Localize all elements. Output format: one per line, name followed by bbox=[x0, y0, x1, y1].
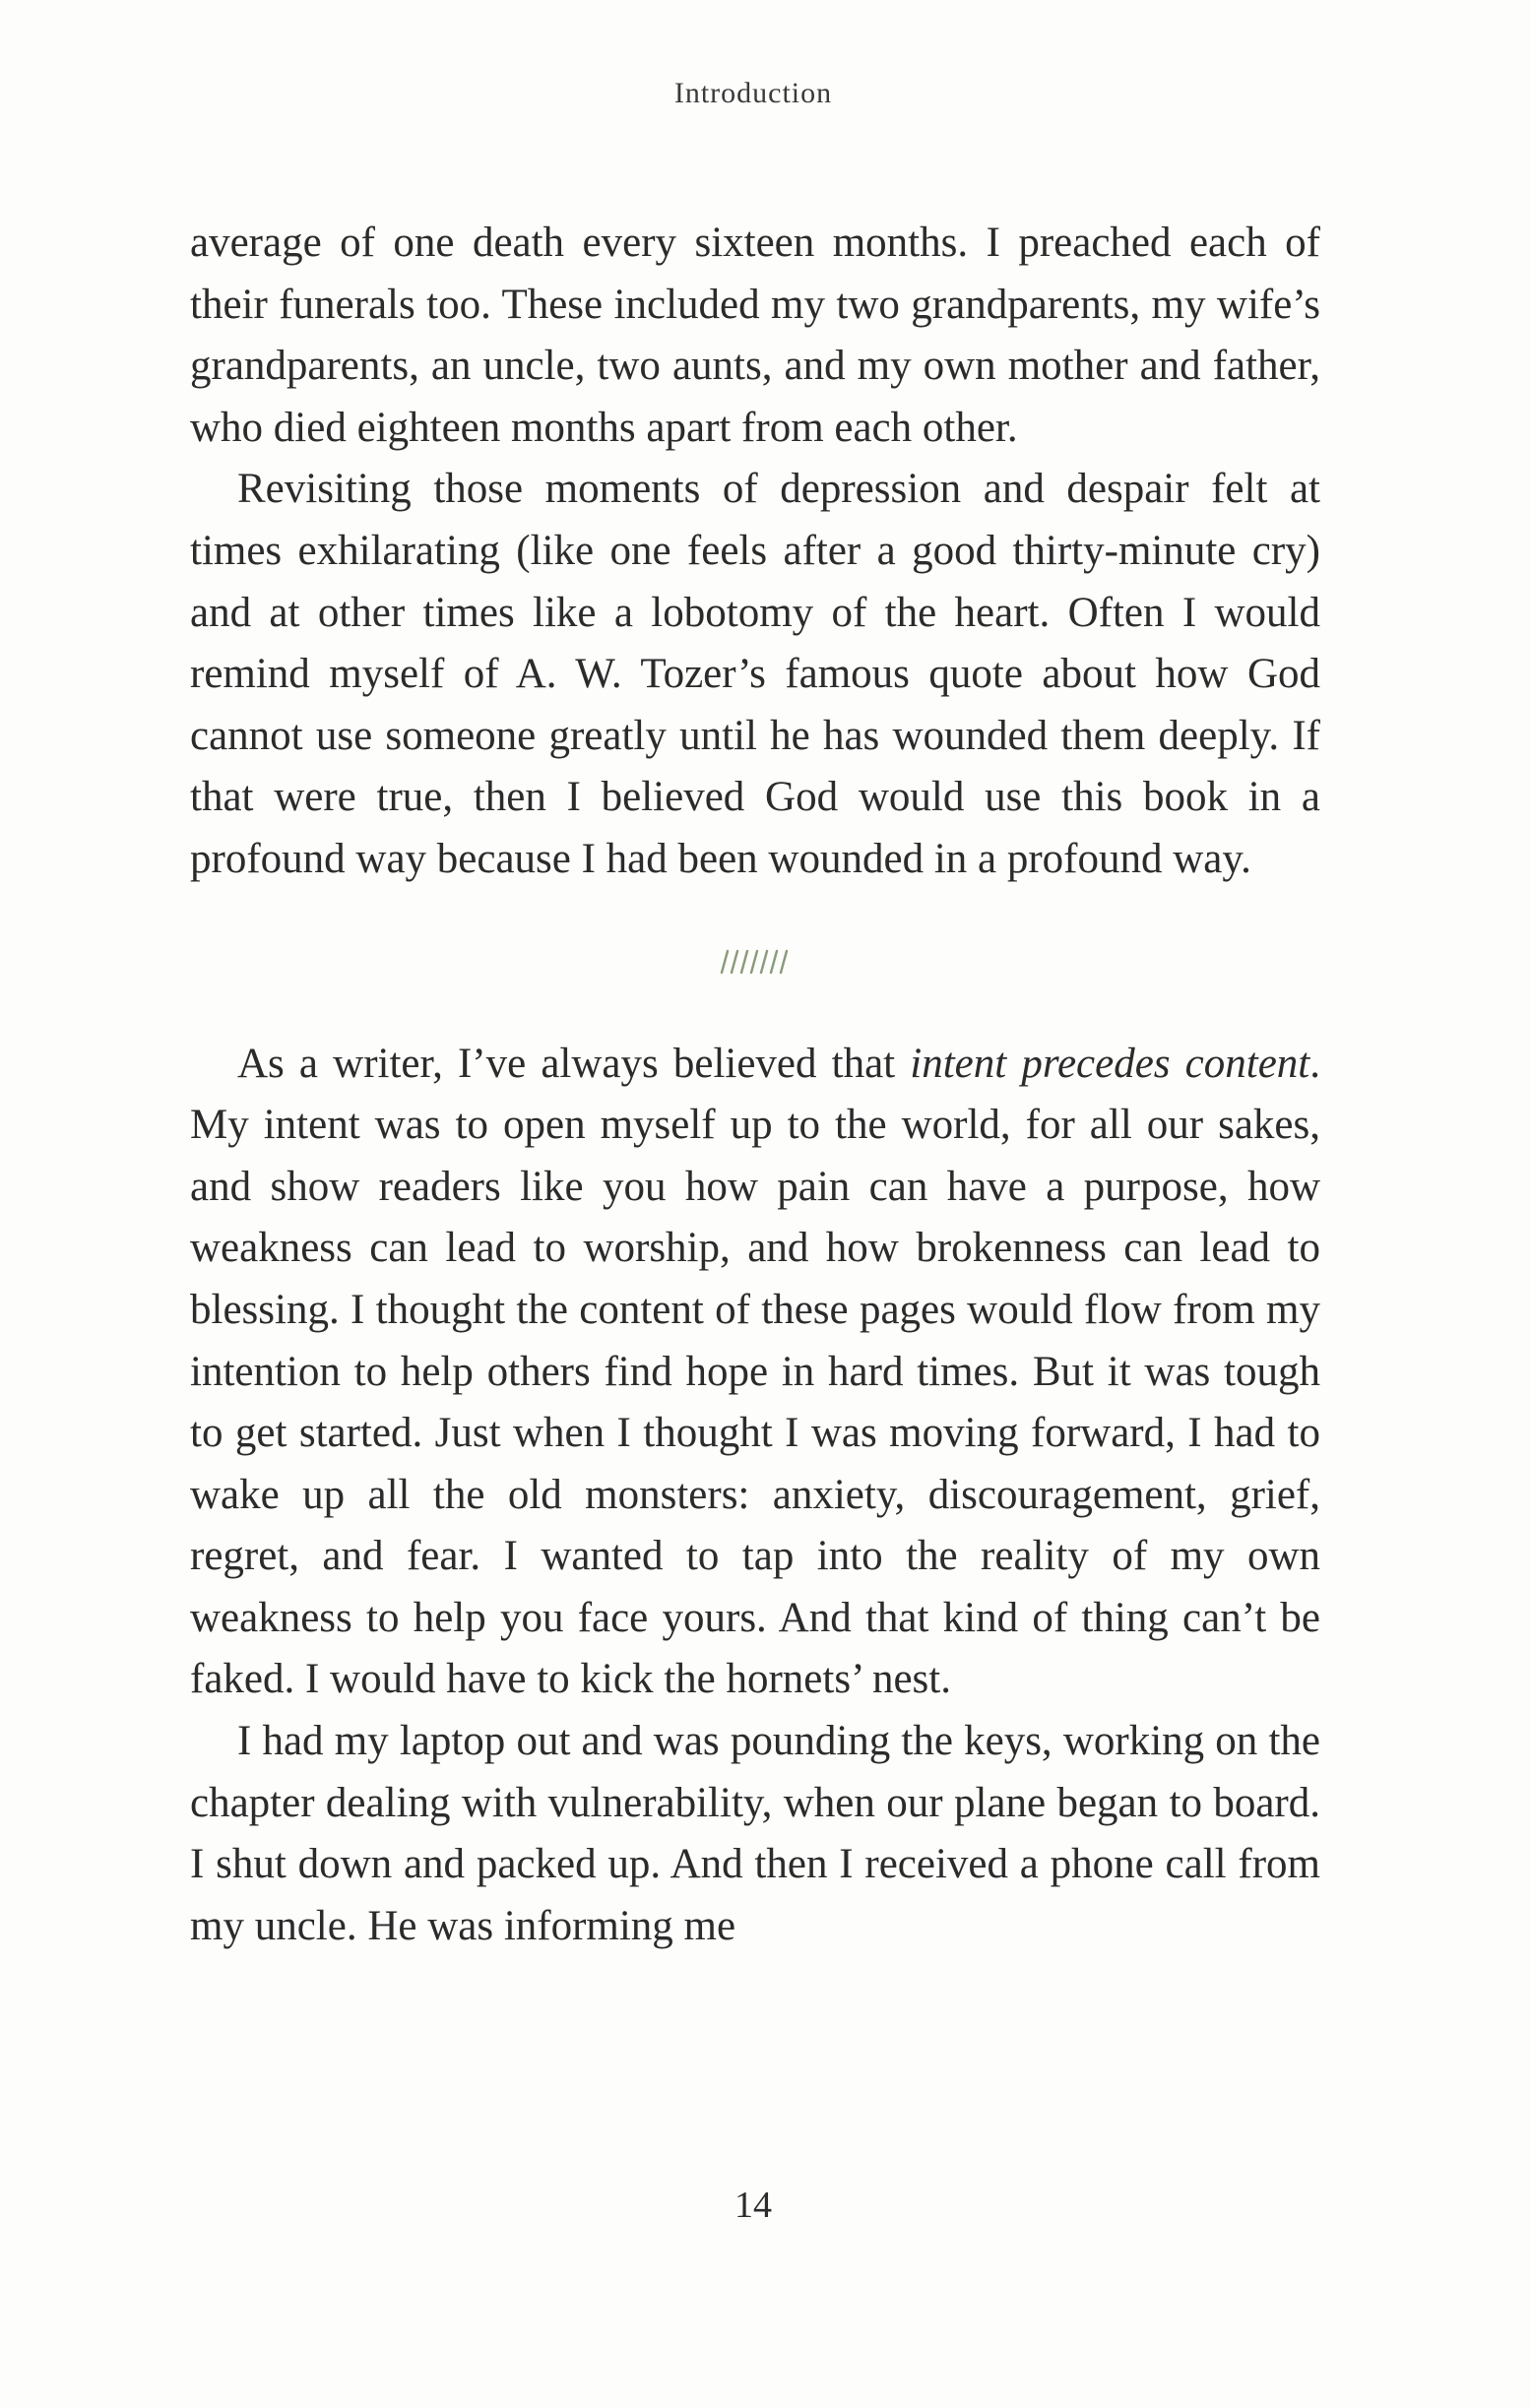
body-text bbox=[190, 213, 1320, 1957]
page-number: 14 bbox=[734, 2185, 772, 2226]
paragraph-3-lead: As a writer, I’ve always believed that bbox=[237, 1040, 911, 1087]
paragraph-3-italic-phrase: intent precedes content bbox=[910, 1040, 1310, 1087]
running-head: Introduction bbox=[673, 77, 833, 109]
paragraph-3 bbox=[190, 1034, 1320, 1712]
paragraph-1: average of one death every sixteen months. I preached each of their funerals too. These included my two grandparents, my wife’s grandparents, an uncle, two aunts, and my own mother and father, who died eighteen months apart from each other. bbox=[190, 220, 1320, 451]
paragraph-3-rest: . My intent was to open myself up to the world, for all our sakes, and show readers like you how pain can have a purpose, how weakness can lead to worship, and how brokenness can lead to blessing. I thought the content of these pages would flow from my intention to help others find hope in hard times. But it was tough to get started. Just when I thought I was moving forward, I had to wake up all the old monsters: anxiety, discouragement, grief, regret, and fear. I wanted to tap into the reality of my own weakness to help you face yours. And that kind of thing can’t be faked. I would have to kick the hornets’ nest. bbox=[190, 1040, 1320, 1703]
section-break bbox=[190, 891, 1320, 1034]
paragraph-2: Revisiting those moments of depression and despair felt at times exhilarating (like one feels after a good thirty-minute cry) and at other times like a lobotomy of the heart. Often I would remind myself of A. W. Tozer’s famous quote about how God cannot use someone greatly until he has wounded them deeply. If that were true, then I believed God would use this book in a profound way because I had been wounded in a profound way. bbox=[190, 466, 1320, 882]
paragraph-4: I had my laptop out and was pounding the keys, working on the chapter dealing with vulnerability, when our plane began to board. I shut down and packed up. And then I received a phone call from my uncle. He was informing me bbox=[190, 1718, 1320, 1949]
hatch-marks-ornament-icon bbox=[716, 947, 795, 977]
